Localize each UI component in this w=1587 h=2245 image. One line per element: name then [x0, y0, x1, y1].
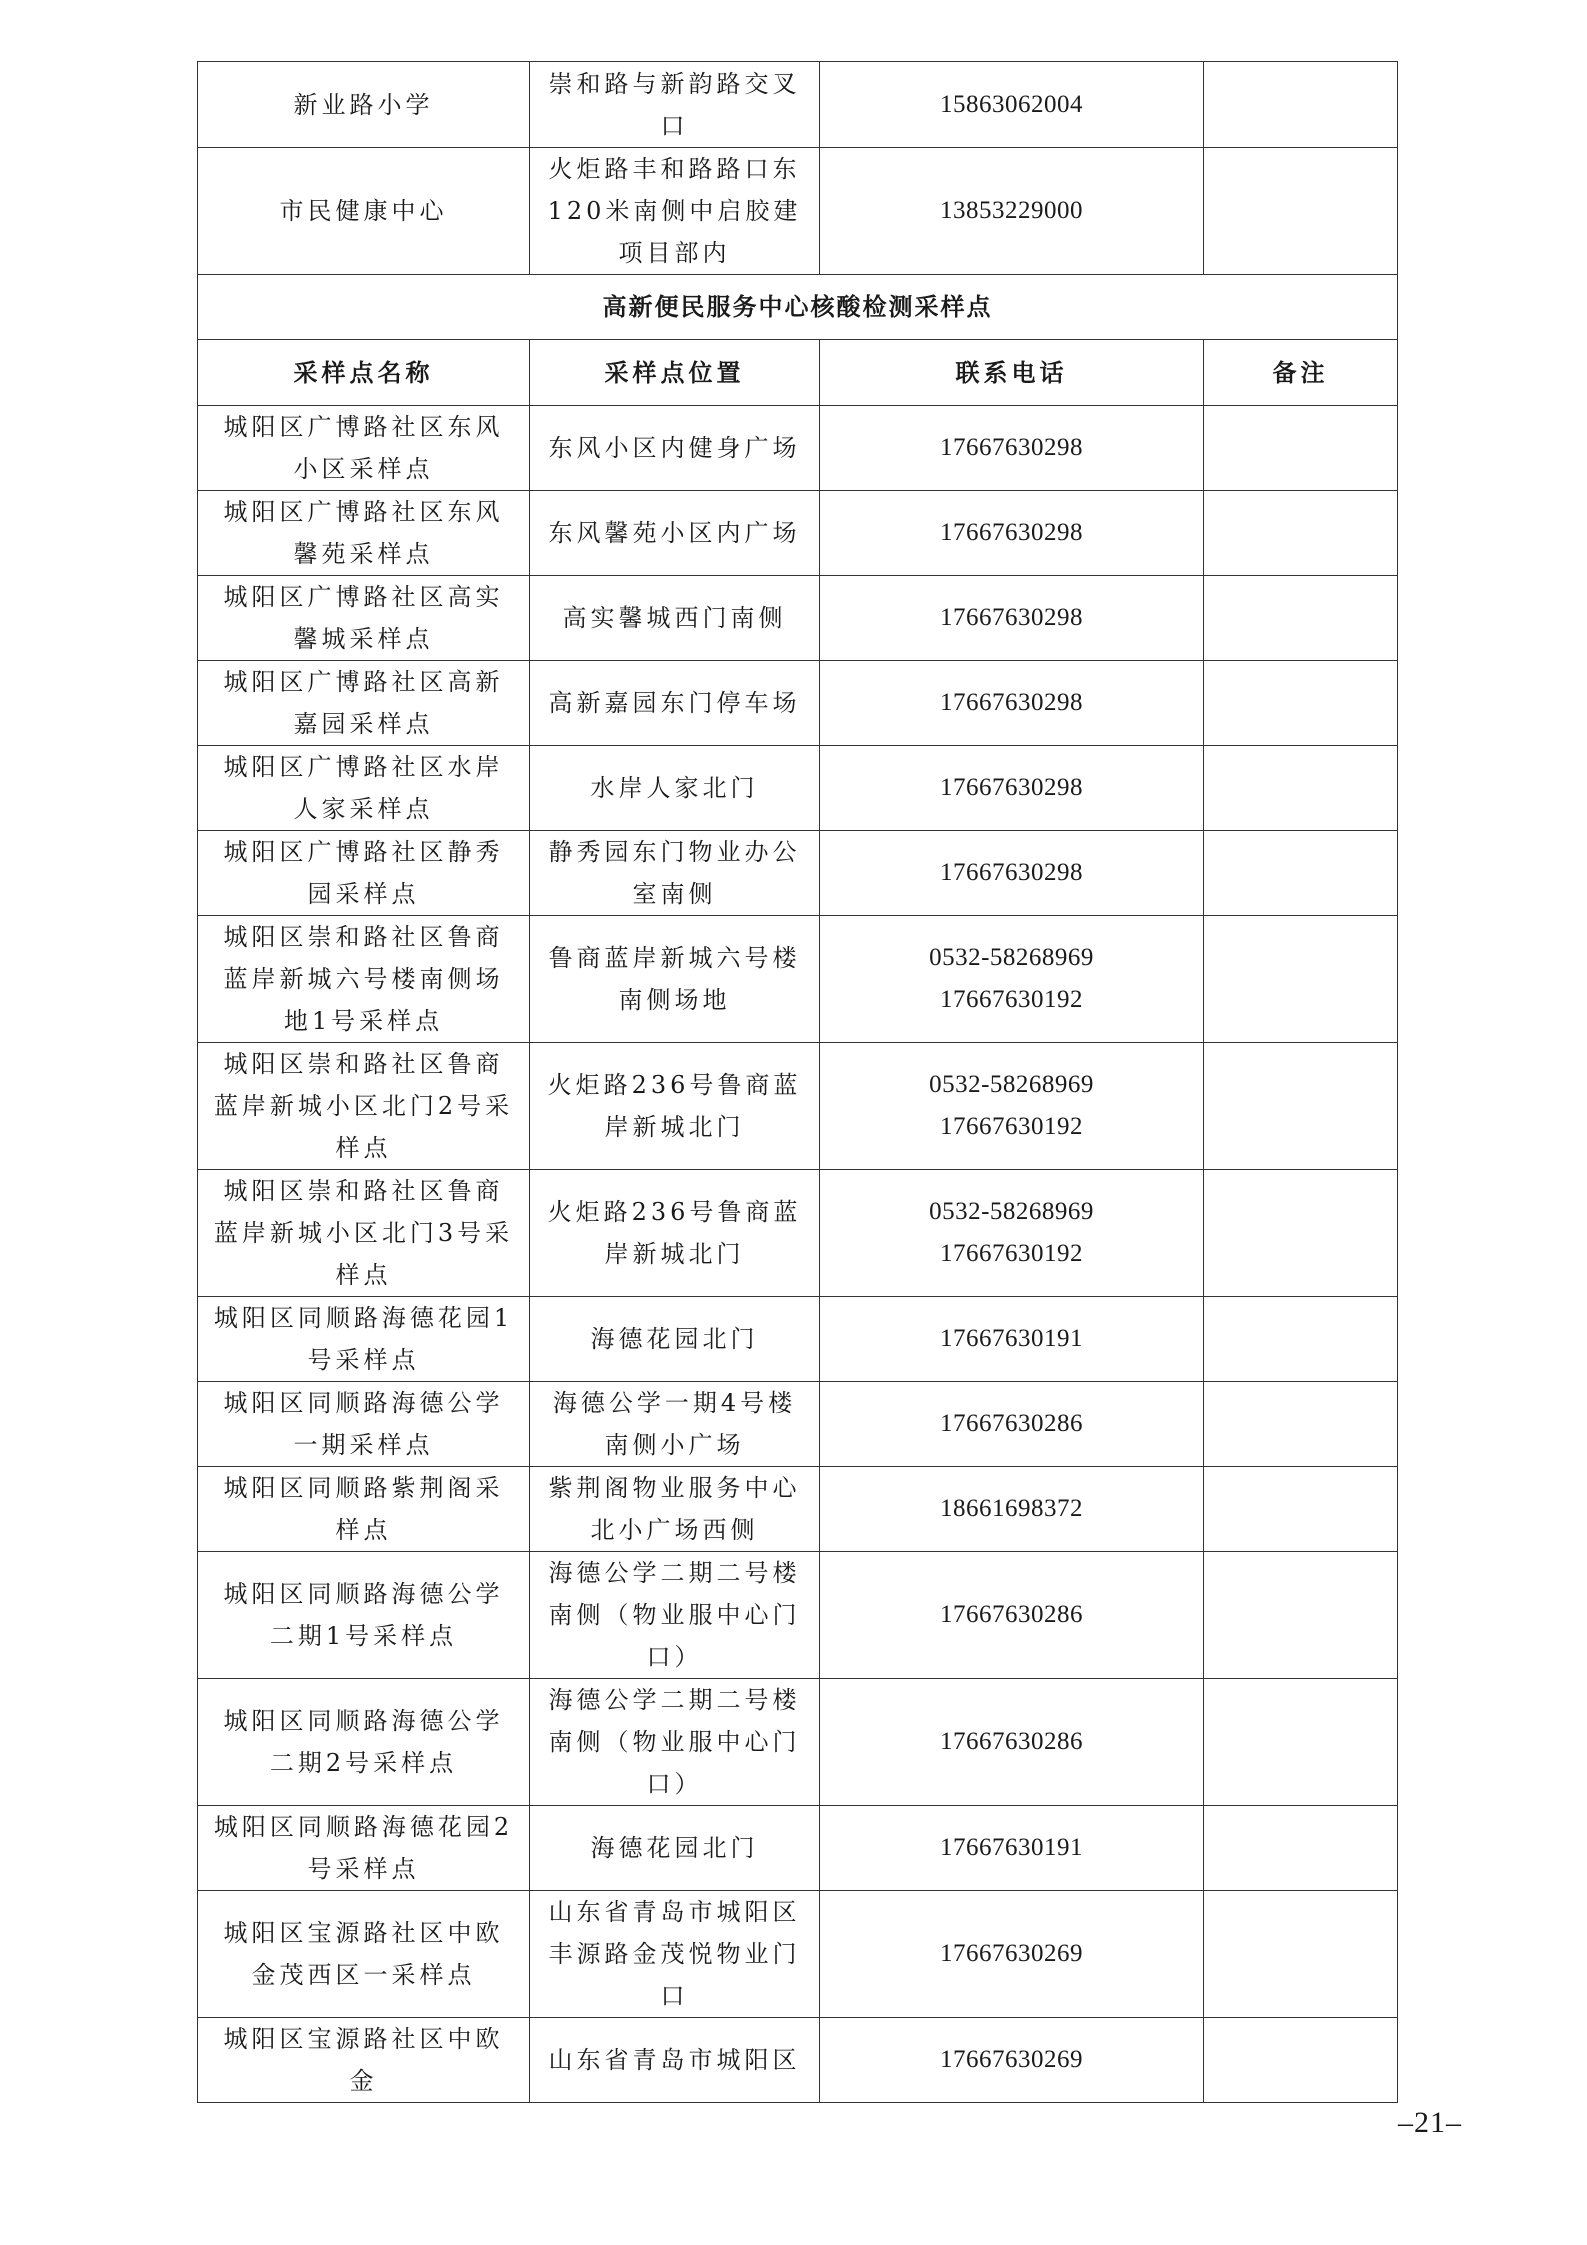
site-location-cell: 高实馨城西门南侧	[530, 576, 820, 661]
column-header-phone: 联系电话	[820, 340, 1204, 406]
site-note-cell	[1204, 661, 1398, 746]
sampling-sites-table	[197, 61, 1398, 2103]
phone-number: 17667630191	[940, 1834, 1083, 1861]
phone-number: 17667630298	[940, 774, 1083, 801]
phone-number: 0532-58268969	[929, 1071, 1094, 1098]
phone-number: 17667630269	[940, 1940, 1083, 1967]
site-location-cell: 高新嘉园东门停车场	[530, 661, 820, 746]
site-location-cell: 海德公学一期4号楼南侧小广场	[530, 1382, 820, 1467]
site-location-cell: 水岸人家北门	[530, 746, 820, 831]
site-note-cell	[1204, 1552, 1398, 1679]
site-location-cell: 山东省青岛市城阳区丰源路金茂悦物业门口	[530, 1891, 820, 2018]
site-location-cell: 紫荆阁物业服务中心北小广场西侧	[530, 1467, 820, 1552]
site-name-cell: 城阳区同顺路海德公学一期采样点	[198, 1382, 530, 1467]
table-row	[198, 1891, 1398, 2018]
site-note-cell	[1204, 746, 1398, 831]
site-name-cell: 城阳区同顺路海德公学二期2号采样点	[198, 1679, 530, 1806]
site-name-cell: 城阳区广博路社区水岸人家采样点	[198, 746, 530, 831]
table-row	[198, 1043, 1398, 1170]
site-note-cell	[1204, 1806, 1398, 1891]
site-location-cell: 山东省青岛市城阳区	[530, 2018, 820, 2103]
site-phone-cell	[820, 491, 1204, 576]
column-header-name: 采样点名称	[198, 340, 530, 406]
site-name-cell: 城阳区崇和路社区鲁商蓝岸新城小区北门3号采样点	[198, 1170, 530, 1297]
table-row	[198, 406, 1398, 491]
table-row	[198, 491, 1398, 576]
site-location-cell: 海德花园北门	[530, 1806, 820, 1891]
site-phone-cell	[820, 1891, 1204, 2018]
column-header-note: 备注	[1204, 340, 1398, 406]
site-note-cell	[1204, 1891, 1398, 2018]
site-name-cell: 城阳区宝源路社区中欧金茂西区一采样点	[198, 1891, 530, 2018]
site-note-cell	[1204, 1679, 1398, 1806]
site-phone-cell	[820, 1043, 1204, 1170]
table-row	[198, 916, 1398, 1043]
site-note-cell	[1204, 491, 1398, 576]
site-note-cell	[1204, 1382, 1398, 1467]
site-note-cell	[1204, 576, 1398, 661]
phone-number: 0532-58268969	[929, 1198, 1094, 1225]
phone-number: 18661698372	[940, 1495, 1083, 1522]
site-name-cell: 城阳区广博路社区高新嘉园采样点	[198, 661, 530, 746]
site-name-cell: 城阳区广博路社区静秀园采样点	[198, 831, 530, 916]
site-phone-cell	[820, 406, 1204, 491]
column-header-row	[198, 340, 1398, 406]
site-note-cell	[1204, 1170, 1398, 1297]
phone-number: 17667630192	[940, 1240, 1083, 1267]
site-location-cell: 火炬路236号鲁商蓝岸新城北门	[530, 1043, 820, 1170]
site-phone-cell	[820, 1679, 1204, 1806]
phone-number: 17667630286	[940, 1601, 1083, 1628]
site-location-cell: 火炬路丰和路路口东120米南侧中启胶建项目部内	[530, 148, 820, 275]
site-location-cell: 海德公学二期二号楼南侧（物业服中心门口）	[530, 1679, 820, 1806]
site-name-cell: 城阳区同顺路海德公学二期1号采样点	[198, 1552, 530, 1679]
site-phone-cell	[820, 1552, 1204, 1679]
phone-number: 17667630298	[940, 519, 1083, 546]
site-name-cell: 城阳区广博路社区东风小区采样点	[198, 406, 530, 491]
site-location-cell: 火炬路236号鲁商蓝岸新城北门	[530, 1170, 820, 1297]
site-location-cell: 鲁商蓝岸新城六号楼南侧场地	[530, 916, 820, 1043]
phone-number: 17667630192	[940, 986, 1083, 1013]
site-phone-cell	[820, 62, 1204, 148]
table-row	[198, 1806, 1398, 1891]
site-phone-cell	[820, 831, 1204, 916]
site-name-cell: 城阳区同顺路紫荆阁采样点	[198, 1467, 530, 1552]
site-note-cell	[1204, 2018, 1398, 2103]
phone-number: 17667630269	[940, 2046, 1083, 2073]
site-name-cell: 城阳区同顺路海德花园1号采样点	[198, 1297, 530, 1382]
column-header-location: 采样点位置	[530, 340, 820, 406]
section-title: 高新便民服务中心核酸检测采样点	[198, 275, 1398, 340]
site-name-cell: 新业路小学	[198, 62, 530, 148]
site-note-cell	[1204, 406, 1398, 491]
table-body	[198, 62, 1398, 2103]
phone-number: 13853229000	[940, 197, 1083, 224]
site-location-cell: 崇和路与新韵路交叉口	[530, 62, 820, 148]
site-note-cell	[1204, 1467, 1398, 1552]
site-location-cell: 东风小区内健身广场	[530, 406, 820, 491]
site-phone-cell	[820, 1382, 1204, 1467]
site-phone-cell	[820, 1297, 1204, 1382]
site-location-cell: 海德公学二期二号楼南侧（物业服中心门口）	[530, 1552, 820, 1679]
phone-number: 0532-58268969	[929, 944, 1094, 971]
phone-number: 17667630191	[940, 1325, 1083, 1352]
phone-number: 15863062004	[940, 90, 1083, 118]
site-note-cell	[1204, 1297, 1398, 1382]
site-name-cell: 市民健康中心	[198, 148, 530, 275]
site-name-cell: 城阳区广博路社区高实馨城采样点	[198, 576, 530, 661]
site-name-cell: 城阳区同顺路海德花园2号采样点	[198, 1806, 530, 1891]
site-phone-cell	[820, 746, 1204, 831]
site-note-cell	[1204, 1043, 1398, 1170]
page-number: –21–	[1398, 2106, 1462, 2139]
site-phone-cell	[820, 576, 1204, 661]
site-phone-cell	[820, 148, 1204, 275]
site-name-cell: 城阳区崇和路社区鲁商蓝岸新城六号楼南侧场地1号采样点	[198, 916, 530, 1043]
table-row	[198, 1552, 1398, 1679]
phone-number: 17667630192	[940, 1113, 1083, 1140]
table-row	[198, 1382, 1398, 1467]
table-row	[198, 831, 1398, 916]
site-phone-cell	[820, 1806, 1204, 1891]
site-phone-cell	[820, 661, 1204, 746]
section-title-row	[198, 275, 1398, 340]
site-note-cell	[1204, 916, 1398, 1043]
site-note-cell	[1204, 831, 1398, 916]
phone-number: 17667630286	[940, 1728, 1083, 1755]
site-name-cell: 城阳区宝源路社区中欧金	[198, 2018, 530, 2103]
site-phone-cell	[820, 1170, 1204, 1297]
table-row	[198, 1297, 1398, 1382]
table-row	[198, 1679, 1398, 1806]
site-name-cell: 城阳区广博路社区东风馨苑采样点	[198, 491, 530, 576]
table-row	[198, 1467, 1398, 1552]
table-row	[198, 148, 1398, 275]
phone-number: 17667630298	[940, 604, 1083, 631]
site-location-cell: 东风馨苑小区内广场	[530, 491, 820, 576]
table-row	[198, 661, 1398, 746]
table-row	[198, 62, 1398, 148]
table-row	[198, 2018, 1398, 2103]
table-row	[198, 576, 1398, 661]
table-row	[198, 1170, 1398, 1297]
site-location-cell: 静秀园东门物业办公室南侧	[530, 831, 820, 916]
phone-number: 17667630298	[940, 859, 1083, 886]
table-row	[198, 746, 1398, 831]
site-phone-cell	[820, 1467, 1204, 1552]
phone-number: 17667630298	[940, 434, 1083, 461]
site-note-cell	[1204, 62, 1398, 148]
site-location-cell: 海德花园北门	[530, 1297, 820, 1382]
site-note-cell	[1204, 148, 1398, 275]
site-name-cell: 城阳区崇和路社区鲁商蓝岸新城小区北门2号采样点	[198, 1043, 530, 1170]
site-phone-cell	[820, 916, 1204, 1043]
phone-number: 17667630298	[940, 689, 1083, 716]
phone-number: 17667630286	[940, 1410, 1083, 1437]
site-phone-cell	[820, 2018, 1204, 2103]
